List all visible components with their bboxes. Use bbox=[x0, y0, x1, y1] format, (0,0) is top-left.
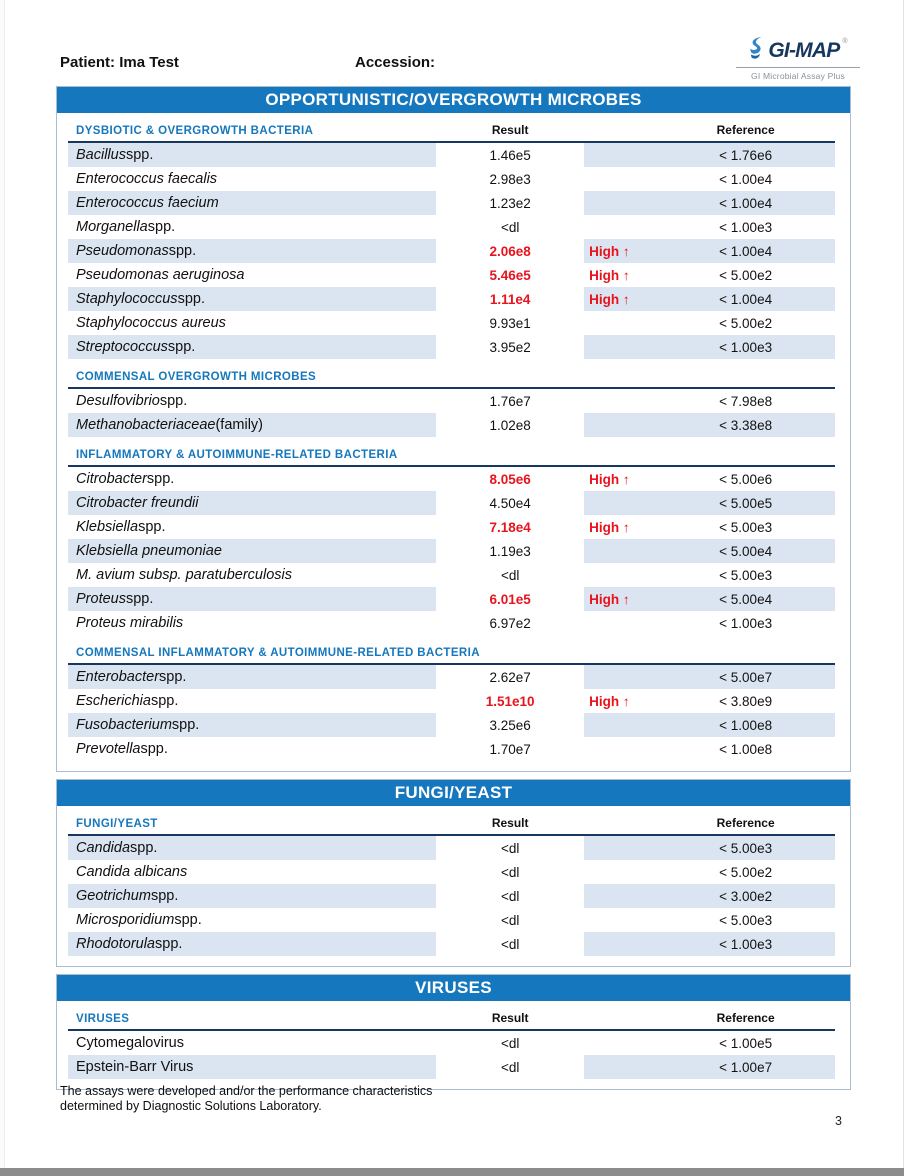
reference-value: < 1.00e5 bbox=[719, 1035, 773, 1051]
table-row bbox=[68, 389, 835, 413]
reference-value: < 5.00e3 bbox=[719, 567, 773, 583]
table-row bbox=[68, 860, 835, 884]
organism-name: Staphylococcus aureus bbox=[76, 315, 226, 331]
table-header-row bbox=[68, 371, 835, 389]
reference-value: < 1.00e4 bbox=[719, 171, 773, 187]
patient-label: Patient: bbox=[60, 54, 116, 71]
result-value: 1.19e3 bbox=[436, 539, 584, 563]
reference-value: < 5.00e3 bbox=[719, 519, 773, 535]
section-heading: DYSBIOTIC & OVERGROWTH BACTERIA bbox=[76, 125, 314, 137]
table-row bbox=[68, 836, 835, 860]
result-value: 4.50e4 bbox=[436, 491, 584, 515]
result-value: <dl bbox=[436, 860, 584, 884]
reference-column-header: Reference bbox=[716, 1011, 775, 1025]
table-row bbox=[68, 587, 835, 611]
result-value: 1.76e7 bbox=[436, 389, 584, 413]
organism-name: Methanobacteriaceae (family) bbox=[68, 413, 436, 437]
registered-trademark-icon: ® bbox=[842, 38, 848, 45]
report-box bbox=[56, 974, 851, 1090]
result-value: 1.46e5 bbox=[436, 143, 584, 167]
footer-disclaimer bbox=[60, 1084, 432, 1114]
result-value: 1.11e4 bbox=[436, 287, 584, 311]
table-row bbox=[68, 263, 835, 287]
high-flag bbox=[584, 908, 656, 932]
high-flag: High ↑ bbox=[589, 267, 630, 283]
reference-value: < 3.00e2 bbox=[656, 884, 835, 908]
high-flag: High ↑ bbox=[584, 287, 656, 311]
table-row bbox=[68, 167, 835, 191]
patient-field bbox=[60, 54, 179, 71]
page-edge-strip bbox=[0, 1168, 904, 1176]
reference-value: < 1.00e3 bbox=[719, 219, 773, 235]
patient-name: Ima Test bbox=[119, 54, 179, 71]
table-header-row bbox=[68, 1011, 835, 1031]
section-banner: VIRUSES bbox=[57, 975, 850, 1001]
organism-name: Cytomegalovirus bbox=[76, 1035, 184, 1051]
reference-value: < 1.00e4 bbox=[656, 239, 835, 263]
gimap-logo bbox=[734, 36, 862, 81]
section-heading: COMMENSAL OVERGROWTH MICROBES bbox=[76, 371, 317, 383]
table-row bbox=[68, 311, 835, 335]
high-flag bbox=[584, 311, 656, 335]
section-heading: COMMENSAL INFLAMMATORY & AUTOIMMUNE-RELATED BACTERIA bbox=[76, 647, 480, 659]
reference-value: < 7.98e8 bbox=[719, 393, 773, 409]
result-value: 2.62e7 bbox=[436, 665, 584, 689]
table-row bbox=[68, 932, 835, 956]
result-value: 3.25e6 bbox=[436, 713, 584, 737]
organism-name: Morganella spp. bbox=[76, 219, 176, 235]
logo-subtitle: GI Microbial Assay Plus bbox=[751, 71, 845, 81]
reference-value: < 3.38e8 bbox=[656, 413, 835, 437]
organism-name: Desulfovibrio spp. bbox=[76, 393, 188, 409]
result-value: 5.46e5 bbox=[436, 263, 584, 287]
table-row bbox=[68, 737, 835, 761]
table-row bbox=[68, 1055, 835, 1079]
footer-line-2: determined by Diagnostic Solutions Laboratory. bbox=[60, 1099, 322, 1113]
table-row bbox=[68, 215, 835, 239]
result-value: 1.70e7 bbox=[436, 737, 584, 761]
page-number: 3 bbox=[835, 1114, 842, 1128]
organism-name: Candida spp. bbox=[68, 836, 436, 860]
high-flag bbox=[584, 539, 656, 563]
reference-value: < 5.00e3 bbox=[656, 836, 835, 860]
result-value: 6.01e5 bbox=[436, 587, 584, 611]
boxes bbox=[56, 86, 851, 1097]
reference-value: < 3.80e9 bbox=[719, 693, 773, 709]
organism-name: Fusobacterium spp. bbox=[68, 713, 436, 737]
table-row bbox=[68, 335, 835, 359]
reference-value: < 1.00e3 bbox=[719, 615, 773, 631]
organism-name: Pseudomonas aeruginosa bbox=[76, 267, 245, 283]
organism-name: Microsporidium spp. bbox=[76, 912, 202, 928]
result-value: 1.51e10 bbox=[436, 689, 584, 713]
result-value: <dl bbox=[436, 563, 584, 587]
organism-name: Citrobacter spp. bbox=[76, 471, 175, 487]
organism-name: Citrobacter freundii bbox=[68, 491, 436, 515]
table-row bbox=[68, 515, 835, 539]
reference-value: < 1.00e7 bbox=[656, 1055, 835, 1079]
logo-wordmark: GI-MAP bbox=[768, 38, 840, 62]
reference-value: < 1.00e8 bbox=[719, 741, 773, 757]
table-row bbox=[68, 713, 835, 737]
high-flag bbox=[584, 1055, 656, 1079]
table-row bbox=[68, 539, 835, 563]
result-value: <dl bbox=[436, 908, 584, 932]
organism-name: Enterobacter spp. bbox=[68, 665, 436, 689]
result-value: 7.18e4 bbox=[436, 515, 584, 539]
high-flag bbox=[584, 215, 656, 239]
result-value: <dl bbox=[436, 215, 584, 239]
high-flag bbox=[584, 665, 656, 689]
gimap-swoosh-icon bbox=[748, 36, 765, 65]
table-row bbox=[68, 143, 835, 167]
high-flag bbox=[584, 737, 656, 761]
result-value: <dl bbox=[436, 884, 584, 908]
reference-value: < 1.00e4 bbox=[656, 191, 835, 215]
organism-name: Klebsiella pneumoniae bbox=[68, 539, 436, 563]
organism-name: Enterococcus faecium bbox=[68, 191, 436, 215]
reference-value: < 5.00e2 bbox=[719, 315, 773, 331]
footer-line-1: The assays were developed and/or the performance characteristics bbox=[60, 1084, 433, 1098]
reference-value: < 5.00e4 bbox=[656, 539, 835, 563]
table-header-row bbox=[68, 647, 835, 665]
reference-value: < 1.00e4 bbox=[656, 287, 835, 311]
box-content bbox=[57, 113, 850, 771]
table-row bbox=[68, 689, 835, 713]
high-flag: High ↑ bbox=[589, 471, 630, 487]
table-header-row bbox=[68, 816, 835, 836]
high-flag bbox=[584, 335, 656, 359]
result-value: 3.95e2 bbox=[436, 335, 584, 359]
result-value: <dl bbox=[436, 1031, 584, 1055]
organism-name: Staphylococcus spp. bbox=[68, 287, 436, 311]
result-column-header: Result bbox=[491, 816, 529, 830]
result-value: <dl bbox=[436, 1055, 584, 1079]
table-row bbox=[68, 665, 835, 689]
table-row bbox=[68, 884, 835, 908]
high-flag: High ↑ bbox=[584, 587, 656, 611]
section-heading: INFLAMMATORY & AUTOIMMUNE-RELATED BACTERIA bbox=[76, 449, 398, 461]
table-row bbox=[68, 191, 835, 215]
result-column-header: Result bbox=[491, 1011, 529, 1025]
section-banner: OPPORTUNISTIC/OVERGROWTH MICROBES bbox=[57, 87, 850, 113]
table-row bbox=[68, 908, 835, 932]
organism-name: Candida albicans bbox=[76, 864, 188, 880]
box-content bbox=[57, 806, 850, 966]
reference-value: < 5.00e5 bbox=[656, 491, 835, 515]
section-banner: FUNGI/YEAST bbox=[57, 780, 850, 806]
organism-name: Proteus mirabilis bbox=[76, 615, 184, 631]
reference-column-header: Reference bbox=[716, 816, 775, 830]
box-content bbox=[57, 1001, 850, 1089]
report-box bbox=[56, 86, 851, 772]
high-flag bbox=[584, 191, 656, 215]
organism-name: Bacillus spp. bbox=[68, 143, 436, 167]
reference-value: < 5.00e7 bbox=[656, 665, 835, 689]
organism-name: Klebsiella spp. bbox=[76, 519, 166, 535]
logo-divider bbox=[736, 67, 860, 68]
table-row bbox=[68, 563, 835, 587]
high-flag bbox=[584, 143, 656, 167]
reference-value: < 5.00e2 bbox=[719, 267, 773, 283]
organism-name: Prevotella spp. bbox=[76, 741, 168, 757]
reference-value: < 1.00e3 bbox=[656, 335, 835, 359]
reference-column-header: Reference bbox=[716, 123, 775, 137]
result-value: 1.23e2 bbox=[436, 191, 584, 215]
reference-value: < 5.00e2 bbox=[719, 864, 773, 880]
high-flag: High ↑ bbox=[589, 519, 630, 535]
report-box bbox=[56, 779, 851, 967]
table-header-row bbox=[68, 449, 835, 467]
high-flag bbox=[584, 932, 656, 956]
high-flag bbox=[584, 167, 656, 191]
high-flag bbox=[584, 860, 656, 884]
high-flag: High ↑ bbox=[584, 239, 656, 263]
reference-value: < 5.00e4 bbox=[656, 587, 835, 611]
accession-field bbox=[355, 54, 435, 71]
high-flag bbox=[584, 836, 656, 860]
organism-name: Epstein-Barr Virus bbox=[68, 1055, 436, 1079]
reference-value: < 5.00e6 bbox=[719, 471, 773, 487]
result-value: <dl bbox=[436, 932, 584, 956]
high-flag: High ↑ bbox=[589, 693, 630, 709]
high-flag bbox=[584, 563, 656, 587]
result-value: 2.98e3 bbox=[436, 167, 584, 191]
organism-name: Streptococcus spp. bbox=[68, 335, 436, 359]
result-value: 9.93e1 bbox=[436, 311, 584, 335]
table-header-row bbox=[68, 123, 835, 143]
organism-name: M. avium subsp. paratuberculosis bbox=[76, 567, 292, 583]
table-row bbox=[68, 491, 835, 515]
high-flag bbox=[584, 1031, 656, 1055]
organism-name: Enterococcus faecalis bbox=[76, 171, 218, 187]
organism-name: Proteus spp. bbox=[68, 587, 436, 611]
result-value: 2.06e8 bbox=[436, 239, 584, 263]
high-flag bbox=[584, 413, 656, 437]
organism-name: Rhodotorula spp. bbox=[68, 932, 436, 956]
reference-value: < 1.00e3 bbox=[656, 932, 835, 956]
table-row bbox=[68, 467, 835, 491]
result-value: 1.02e8 bbox=[436, 413, 584, 437]
table-row bbox=[68, 239, 835, 263]
organism-name: Geotrichum spp. bbox=[68, 884, 436, 908]
table-row bbox=[68, 287, 835, 311]
result-value: <dl bbox=[436, 836, 584, 860]
result-value: 6.97e2 bbox=[436, 611, 584, 635]
reference-value: < 1.00e8 bbox=[656, 713, 835, 737]
accession-label: Accession: bbox=[355, 54, 436, 71]
high-flag bbox=[584, 713, 656, 737]
high-flag bbox=[584, 491, 656, 515]
section-heading: FUNGI/YEAST bbox=[76, 818, 158, 830]
organism-name: Escherichia spp. bbox=[76, 693, 179, 709]
table-row bbox=[68, 1031, 835, 1055]
table-row bbox=[68, 413, 835, 437]
result-column-header: Result bbox=[491, 123, 529, 137]
high-flag bbox=[584, 389, 656, 413]
table-row bbox=[68, 611, 835, 635]
section-heading: VIRUSES bbox=[76, 1013, 130, 1025]
organism-name: Pseudomonas spp. bbox=[68, 239, 436, 263]
high-flag bbox=[584, 611, 656, 635]
reference-value: < 1.76e6 bbox=[656, 143, 835, 167]
result-value: 8.05e6 bbox=[436, 467, 584, 491]
reference-value: < 5.00e3 bbox=[719, 912, 773, 928]
high-flag bbox=[584, 884, 656, 908]
